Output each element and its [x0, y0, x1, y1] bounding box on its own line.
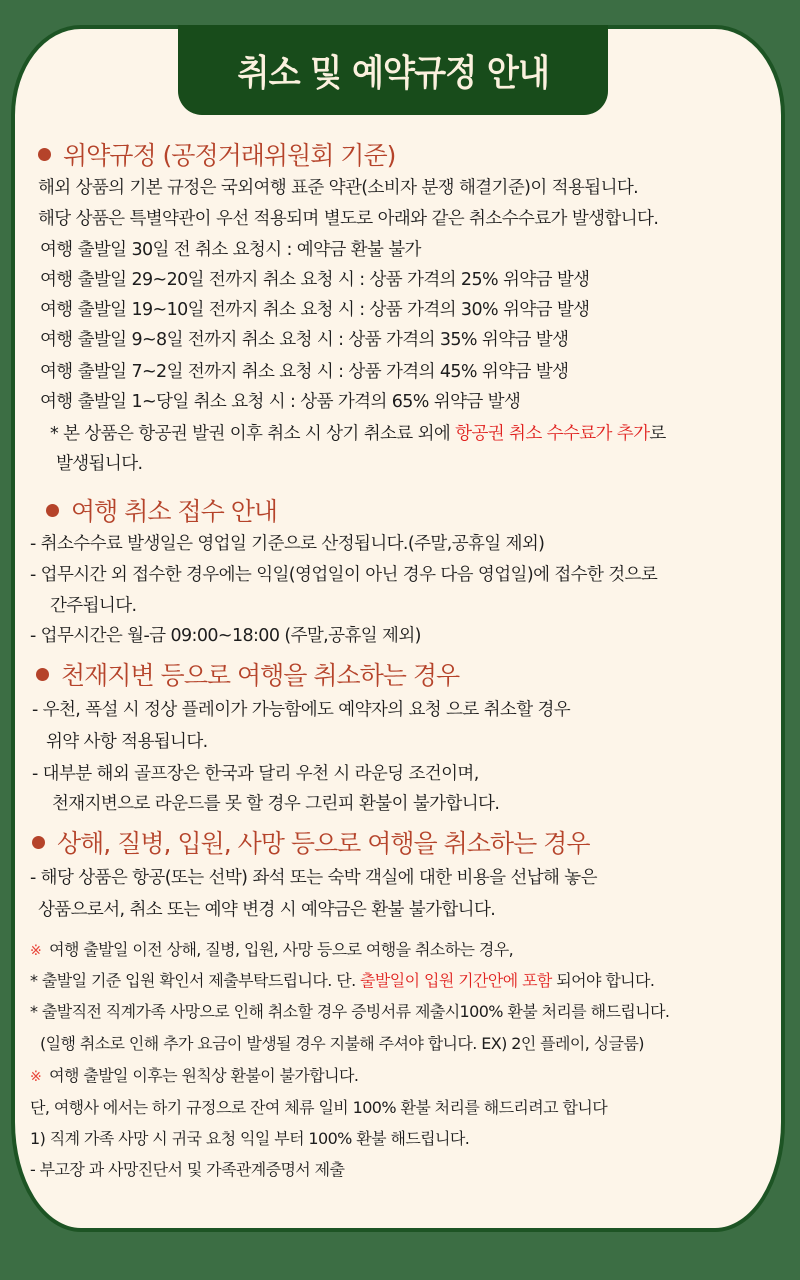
note-text: 여행 출발일 이전 상해, 질병, 입원, 사망 등으로 여행을 취소하는 경우,	[49, 940, 514, 959]
text-line: 천재지변으로 라운드를 못 할 경우 그린피 환불이 불가합니다.	[52, 794, 500, 814]
reference-mark-icon: ※	[30, 1069, 42, 1085]
note-text: 로	[649, 424, 666, 444]
penalty-row: 여행 출발일 7~2일 전까지 취소 요청 시 : 상품 가격의 45% 위약금 발생	[40, 362, 569, 382]
text-line: 해외 상품의 기본 규정은 국외여행 표준 약관(소비자 분쟁 해결기준)이 적용됩니다.	[38, 178, 639, 198]
text-line: - 우천, 폭설 시 정상 플레이가 가능함에도 예약자의 요청 으로 취소할 경우	[32, 700, 571, 720]
note-text: 되어야 합니다.	[551, 971, 655, 990]
ref-note	[30, 1064, 358, 1089]
hospital-note	[30, 969, 654, 993]
note-text: 여행 출발일 이후는 원칙상 환불이 불가합니다.	[49, 1066, 359, 1085]
bullet-icon	[36, 668, 49, 681]
penalty-row: 여행 출발일 19~10일 전까지 취소 요청 시 : 상품 가격의 30% 위약금 발생	[40, 300, 590, 320]
page-title: 취소 및 예약규정 안내	[237, 52, 549, 94]
section-heading-penalty	[38, 140, 395, 172]
penalty-row: 여행 출발일 30일 전 취소 요청시 : 예약금 환불 불가	[40, 240, 421, 260]
text-line: 해당 상품은 특별약관이 우선 적용되며 별도로 아래와 같은 취소수수료가 발생합니다.	[38, 209, 659, 229]
section-heading-natural-disaster	[36, 660, 459, 692]
section-heading-injury-illness	[32, 828, 589, 860]
reference-mark-icon: ※	[30, 943, 42, 959]
section-heading-text: 상해, 질병, 입원, 사망 등으로 여행을 취소하는 경우	[57, 829, 590, 858]
note-text: * 출발일 기준 입원 확인서 제출부탁드립니다. 단.	[30, 971, 361, 990]
text-line: - 해당 상품은 항공(또는 선박) 좌석 또는 숙박 객실에 대한 비용을 선납해 놓은	[30, 868, 597, 888]
bullet-icon	[32, 836, 45, 849]
note-highlight: 항공권 취소 수수료가 추가	[455, 424, 650, 444]
text-line: 1) 직계 가족 사망 시 귀국 요청 익일 부터 100% 환불 해드립니다.	[30, 1129, 470, 1148]
penalty-row: 여행 출발일 29~20일 전까지 취소 요청 시 : 상품 가격의 25% 위약금 발생	[40, 270, 590, 290]
note-text: * 본 상품은 항공권 발권 이후 취소 시 상기 취소료 외에	[50, 424, 456, 444]
section-heading-text: 천재지변 등으로 여행을 취소하는 경우	[61, 661, 460, 690]
section-heading-text: 여행 취소 접수 안내	[71, 497, 278, 526]
section-heading-text: 위약규정 (공정거래위원회 기준)	[63, 141, 396, 170]
text-line: * 출발직전 직계가족 사망으로 인해 취소할 경우 증빙서류 제출시100% 환불 처리를 해드립니다.	[30, 1002, 670, 1021]
text-line: 상품으로서, 취소 또는 예약 변경 시 예약금은 환불 불가합니다.	[38, 900, 496, 920]
text-line: (일행 취소로 인해 추가 요금이 발생될 경우 지불해 주셔야 합니다. EX) 2인 플레이, 싱글룸)	[40, 1034, 644, 1053]
text-line: 단, 여행사 에서는 하기 규정으로 잔여 체류 일비 100% 환불 처리를 해드리려고 합니다	[30, 1098, 608, 1117]
bullet-icon	[38, 148, 51, 161]
section-heading-cancel-receipt	[46, 496, 277, 528]
text-line: - 부고장 과 사망진단서 및 가족관계증명서 제출	[30, 1160, 345, 1179]
airline-fee-note	[50, 422, 666, 446]
penalty-row: 여행 출발일 9~8일 전까지 취소 요청 시 : 상품 가격의 35% 위약금 발생	[40, 330, 569, 350]
text-line: - 업무시간은 월-금 09:00~18:00 (주말,공휴일 제외)	[30, 626, 421, 646]
ref-note	[30, 938, 513, 963]
text-line: 간주됩니다.	[50, 596, 137, 616]
text-line: 발생됩니다.	[56, 454, 143, 474]
bullet-icon	[46, 504, 59, 517]
note-highlight: 출발일이 입원 기간안에 포함	[360, 971, 552, 990]
text-line: - 대부분 해외 골프장은 한국과 달리 우천 시 라운딩 조건이며,	[32, 764, 479, 784]
text-line: - 취소수수료 발생일은 영업일 기준으로 산정됩니다.(주말,공휴일 제외)	[30, 534, 545, 554]
text-line: 위약 사항 적용됩니다.	[46, 732, 208, 752]
text-line: - 업무시간 외 접수한 경우에는 익일(영업일이 아닌 경우 다음 영업일)에 접수한 것으로	[30, 565, 658, 585]
penalty-row: 여행 출발일 1~당일 취소 요청 시 : 상품 가격의 65% 위약금 발생	[40, 392, 521, 412]
